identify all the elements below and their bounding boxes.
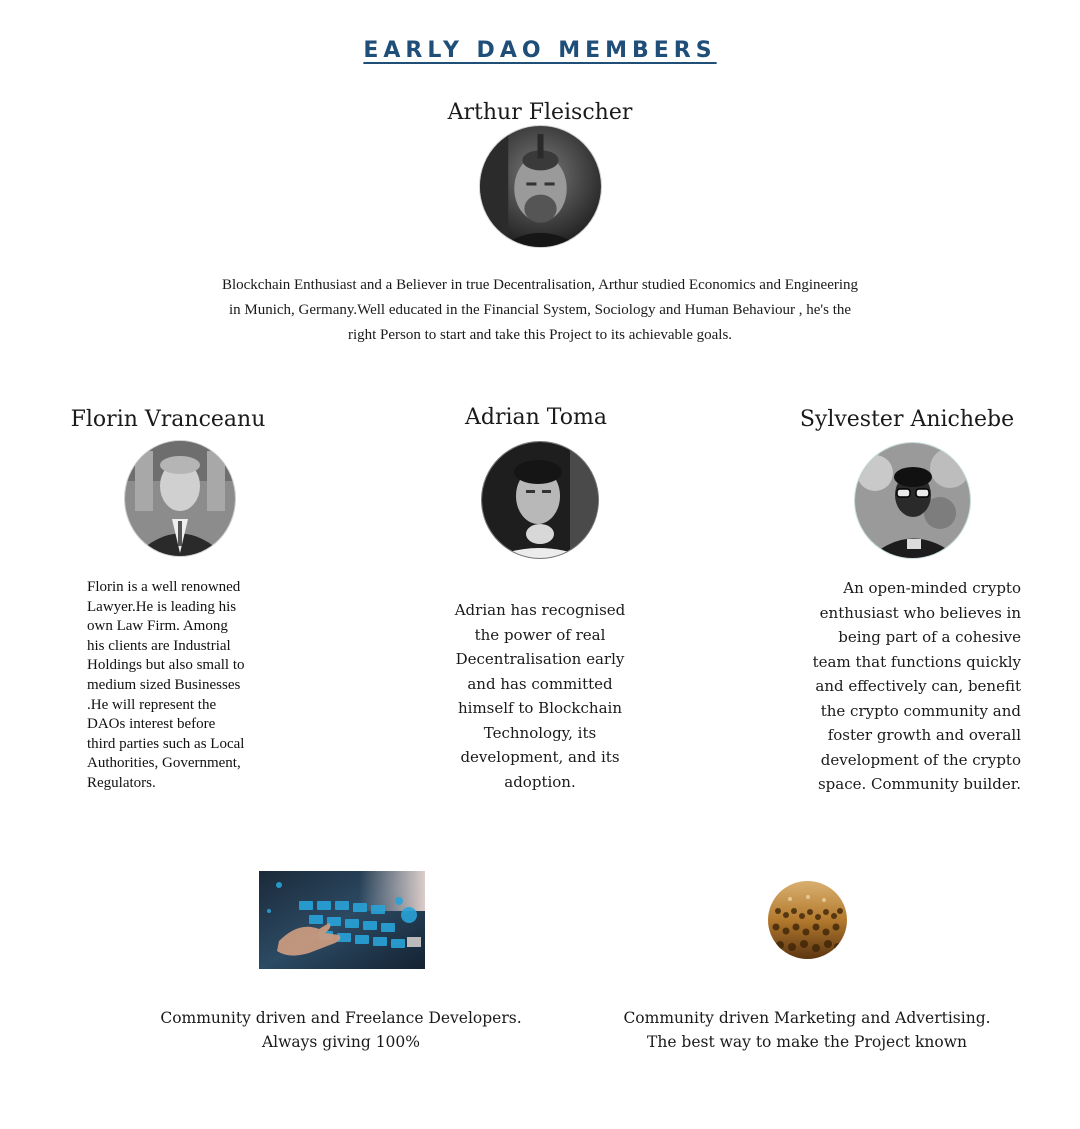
bio-line: An open-minded crypto — [843, 579, 1021, 597]
bio-line: being part of a cohesive — [838, 628, 1021, 646]
caption-line: Community driven and Freelance Developers. — [160, 1009, 522, 1027]
bio-line: Lawyer.He is leading his — [87, 598, 237, 615]
bio-line: DAOs interest before — [87, 716, 216, 733]
member-bio-florin — [87, 578, 287, 794]
bio-line: development of the crypto — [820, 750, 1021, 769]
bio-line: his clients are Industrial — [87, 637, 231, 654]
bio-line: the power of real — [474, 625, 606, 644]
section-title: EARLY DAO MEMBERS — [363, 38, 717, 63]
bio-line: Technology, its — [483, 723, 597, 742]
avatar-arthur — [479, 125, 602, 248]
caption-developers — [140, 1006, 542, 1054]
bio-line: Florin is a well renowned — [87, 579, 241, 595]
bio-line: medium sized Businesses — [87, 676, 241, 693]
avatar-adrian — [481, 441, 599, 559]
bio-line: adoption. — [504, 772, 576, 791]
bio-line: Regulators. — [87, 774, 156, 791]
bio-line: Adrian has recognised — [454, 601, 626, 619]
bio-line: .He will represent the — [87, 696, 217, 713]
bio-line: and has committed — [467, 674, 613, 693]
bio-line: foster growth and overall — [827, 726, 1021, 744]
tech-hand-image — [259, 871, 425, 969]
bio-line: Blockchain Enthusiast and a Believer in true Decentralisation, Arthur studied Economics and Engineering — [221, 277, 859, 293]
bio-line: Authorities, Government, — [87, 755, 241, 772]
bio-line: Decentralisation early — [455, 650, 625, 668]
bio-line: team that functions quickly — [812, 652, 1021, 671]
member-name-adrian: Adrian Toma — [465, 405, 607, 430]
bio-line: own Law Firm. Among — [87, 618, 228, 635]
bio-line: in Munich, Germany.Well educated in the Financial System, Sociology and Human Behaviour , he's the — [228, 302, 852, 318]
bio-line: himself to Blockchain — [457, 699, 622, 717]
bio-line: third parties such as Local — [87, 735, 245, 752]
member-bio-sylvester — [790, 576, 1021, 797]
caption-line: Community driven Marketing and Advertising. — [623, 1009, 991, 1027]
caption-line: The best way to make the Project known — [647, 1033, 967, 1051]
member-name-sylvester: Sylvester Anichebe — [799, 407, 1015, 432]
bio-line: enthusiast who believes in — [819, 603, 1021, 622]
bio-line: space. Community builder. — [817, 775, 1021, 793]
caption-line: Always giving 100% — [261, 1033, 421, 1051]
crowd-image — [768, 881, 847, 959]
member-bio-adrian — [430, 598, 650, 794]
bio-line: development, and its — [460, 748, 620, 766]
avatar-sylvester — [854, 442, 971, 559]
bio-line: the crypto community and — [820, 701, 1021, 720]
member-bio-arthur — [140, 273, 940, 348]
bio-line: right Person to start and take this Project to its achievable goals. — [347, 327, 733, 343]
bio-line: and effectively can, benefit — [815, 677, 1021, 695]
bio-line: Holdings but also small to — [87, 657, 245, 674]
caption-marketing — [600, 1006, 1014, 1054]
avatar-florin — [124, 440, 236, 557]
member-name-arthur: Arthur Fleischer — [447, 100, 633, 125]
member-name-florin: Florin Vranceanu — [70, 407, 266, 432]
